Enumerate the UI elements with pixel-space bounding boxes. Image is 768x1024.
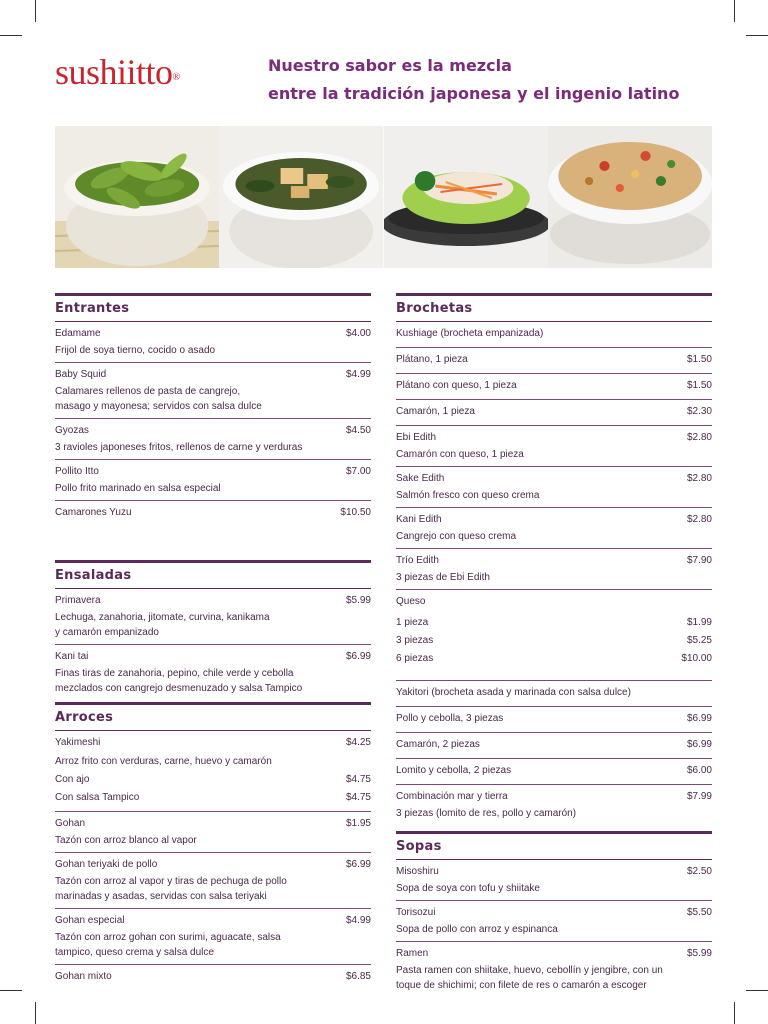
item-name: Misoshiru xyxy=(396,866,439,877)
item-name: Gyozas xyxy=(55,425,89,436)
subsection-label: Yakitori (brocheta asada y marinada con salsa dulce) xyxy=(396,687,631,698)
menu-item xyxy=(396,759,712,785)
item-desc: Salmón fresco con queso crema xyxy=(396,490,540,501)
item-desc: Tazón con arroz gohan con surimi, aguacate, salsa xyxy=(55,932,281,943)
item-price: $5.99 xyxy=(686,948,712,959)
item-name: Edamame xyxy=(55,328,101,339)
item-price: $1.95 xyxy=(345,818,371,829)
menu-item xyxy=(396,400,712,426)
item-price: $7.99 xyxy=(686,791,712,802)
menu-item xyxy=(396,549,712,590)
item-desc: Pasta ramen con shiitake, huevo, cebollín y jengibre, con un xyxy=(396,965,663,976)
item-desc: 3 ravioles japoneses fritos, rellenos de carne y verduras xyxy=(55,442,303,453)
item-name: Camarón, 1 pieza xyxy=(396,406,475,417)
section-ensaladas xyxy=(55,560,371,700)
menu-item xyxy=(396,733,712,759)
item-name: Pollito Itto xyxy=(55,466,99,477)
item-name: Ramen xyxy=(396,948,429,959)
item-price: $1.50 xyxy=(686,354,712,365)
item-desc: Cangrejo con queso crema xyxy=(396,531,517,542)
menu-item xyxy=(396,374,712,400)
section-title: Ensaladas xyxy=(55,568,132,583)
menu-item xyxy=(55,589,371,645)
item-name: Trío Edith xyxy=(396,555,439,566)
item-name: Plátano con queso, 1 pieza xyxy=(396,380,517,391)
menu-item xyxy=(396,508,712,549)
crop-mark xyxy=(0,990,22,991)
menu-item xyxy=(396,942,712,997)
crop-mark xyxy=(35,1002,36,1024)
crop-mark xyxy=(0,35,22,36)
item-price: $2.80 xyxy=(686,514,712,525)
item-desc: Tazón con arroz al vapor y tiras de pechuga de pollo xyxy=(55,876,287,887)
subsection-kushiage xyxy=(396,322,712,348)
item-desc: y camarón empanizado xyxy=(55,627,159,638)
item-price: $1.99 xyxy=(686,617,712,628)
item-desc: mezclados con cangrejo desmenuzado y salsa Tampico xyxy=(55,683,303,694)
item-name: Camarones Yuzu xyxy=(55,507,132,518)
menu-item xyxy=(55,419,371,460)
item-desc: Frijol de soya tierno, cocido o asado xyxy=(55,345,216,356)
item-option: 6 piezas xyxy=(396,653,434,664)
menu-item xyxy=(396,860,712,901)
item-desc: Lechuga, zanahoria, jitomate, curvina, kanikama xyxy=(55,612,270,623)
item-name: Gohan xyxy=(55,818,86,829)
item-desc: Pollo frito marinado en salsa especial xyxy=(55,483,221,494)
item-price: $2.50 xyxy=(686,866,712,877)
item-name: Gohan especial xyxy=(55,915,125,926)
menu-item-queso xyxy=(396,590,712,681)
item-price: $5.50 xyxy=(686,907,712,918)
section-arroces xyxy=(55,702,371,990)
item-option: Con salsa Tampico xyxy=(55,792,140,803)
tagline xyxy=(268,52,679,108)
section-brochetas xyxy=(396,293,712,825)
item-desc: Sopa de soya con tofu y shiitake xyxy=(396,883,540,894)
photo-edamame xyxy=(55,126,219,268)
section-entrantes xyxy=(55,293,371,526)
item-price: $10.00 xyxy=(681,653,712,664)
menu-item xyxy=(55,322,371,363)
item-name: Primavera xyxy=(55,595,101,606)
item-price: $2.80 xyxy=(686,432,712,443)
menu-item xyxy=(396,707,712,733)
item-price: $4.99 xyxy=(345,915,371,926)
item-name: Kani Edith xyxy=(396,514,442,525)
item-desc: Calamares rellenos de pasta de cangrejo, xyxy=(55,386,241,397)
item-desc: 3 piezas de Ebi Edith xyxy=(396,572,490,583)
item-price: $5.99 xyxy=(345,595,371,606)
item-price: $6.00 xyxy=(686,765,712,776)
left-column xyxy=(55,293,371,990)
photo-soup xyxy=(219,126,383,268)
item-name: Sake Edith xyxy=(396,473,445,484)
logo-text: sushiitto xyxy=(55,52,173,92)
menu-item xyxy=(396,426,712,467)
item-price: $4.99 xyxy=(345,369,371,380)
item-name: Yakimeshi xyxy=(55,737,101,748)
item-price: $4.50 xyxy=(345,425,371,436)
menu-item xyxy=(55,909,371,965)
menu-item xyxy=(55,731,371,812)
item-desc: Tazón con arroz blanco al vapor xyxy=(55,835,197,846)
item-name: Ebi Edith xyxy=(396,432,437,443)
item-option: 1 pieza xyxy=(396,617,429,628)
item-desc: Arroz frito con verduras, carne, huevo y camarón xyxy=(55,756,272,767)
subsection-yakitori xyxy=(396,681,712,707)
menu-item xyxy=(396,467,712,508)
item-desc: tampico, queso crema y salsa dulce xyxy=(55,947,214,958)
item-name: Plátano, 1 pieza xyxy=(396,354,468,365)
item-name: Gohan teriyaki de pollo xyxy=(55,859,158,870)
item-price: $2.30 xyxy=(686,406,712,417)
menu-item xyxy=(55,965,371,990)
item-name: Pollo y cebolla, 3 piezas xyxy=(396,713,504,724)
item-name: Torisozui xyxy=(396,907,436,918)
item-option: 3 piezas xyxy=(396,635,434,646)
item-price: $1.50 xyxy=(686,380,712,391)
item-name: Baby Squid xyxy=(55,369,107,380)
section-sopas xyxy=(396,831,712,997)
menu-item xyxy=(55,812,371,853)
item-desc: 3 piezas (lomito de res, pollo y camarón) xyxy=(396,808,577,819)
menu-item xyxy=(396,901,712,942)
item-name: Gohan mixto xyxy=(55,971,112,982)
item-price: $6.99 xyxy=(345,859,371,870)
photo-salad xyxy=(384,126,548,268)
section-title: Brochetas xyxy=(396,301,473,316)
menu-item xyxy=(396,785,712,825)
menu-item xyxy=(55,460,371,501)
trademark: ® xyxy=(172,72,180,83)
menu-item xyxy=(55,853,371,909)
food-photo-strip xyxy=(55,126,712,268)
item-price: $5.25 xyxy=(686,635,712,646)
item-price: $6.99 xyxy=(686,739,712,750)
item-desc: toque de shichimi; con filete de res o camarón a escoger xyxy=(396,980,647,991)
item-price: $10.50 xyxy=(340,507,371,518)
item-name: Queso xyxy=(396,596,426,607)
subsection-label: Kushiage (brocheta empanizada) xyxy=(396,328,544,339)
tagline-line2: entre la tradición japonesa y el ingenio latino xyxy=(268,84,680,103)
item-name: Kani tai xyxy=(55,651,89,662)
tagline-line1: Nuestro sabor es la mezcla xyxy=(268,56,512,75)
item-price: $4.25 xyxy=(345,737,371,748)
item-desc: masago y mayonesa; servidos con salsa dulce xyxy=(55,401,262,412)
item-price: $6.99 xyxy=(686,713,712,724)
item-name: Combinación mar y tierra xyxy=(396,791,508,802)
crop-mark xyxy=(734,0,735,22)
item-price: $7.00 xyxy=(345,466,371,477)
section-title: Entrantes xyxy=(55,301,130,316)
crop-mark xyxy=(746,35,768,36)
photo-rice xyxy=(548,126,712,268)
item-desc: Finas tiras de zanahoria, pepino, chile verde y cebolla xyxy=(55,668,294,679)
item-name: Camarón, 2 piezas xyxy=(396,739,480,750)
crop-mark xyxy=(734,1002,735,1024)
menu-item xyxy=(55,363,371,419)
item-price: $4.75 xyxy=(345,774,371,785)
menu-item xyxy=(55,501,371,526)
item-name: Lomito y cebolla, 2 piezas xyxy=(396,765,512,776)
section-title: Sopas xyxy=(396,839,442,854)
item-price: $6.85 xyxy=(345,971,371,982)
item-desc: marinadas y asadas, servidas con salsa teriyaki xyxy=(55,891,267,902)
menu-item xyxy=(396,348,712,374)
item-desc: Sopa de pollo con arroz y espinanca xyxy=(396,924,558,935)
crop-mark xyxy=(35,0,36,22)
item-price: $4.75 xyxy=(345,792,371,803)
item-price: $2.80 xyxy=(686,473,712,484)
brand-logo xyxy=(55,52,180,92)
item-option: Con ajo xyxy=(55,774,90,785)
item-price: $7.90 xyxy=(686,555,712,566)
item-price: $6.99 xyxy=(345,651,371,662)
item-desc: Camarón con queso, 1 pieza xyxy=(396,449,524,460)
item-price: $4.00 xyxy=(345,328,371,339)
crop-mark xyxy=(746,990,768,991)
menu-item xyxy=(55,645,371,700)
section-title: Arroces xyxy=(55,710,114,725)
right-column xyxy=(396,293,712,997)
